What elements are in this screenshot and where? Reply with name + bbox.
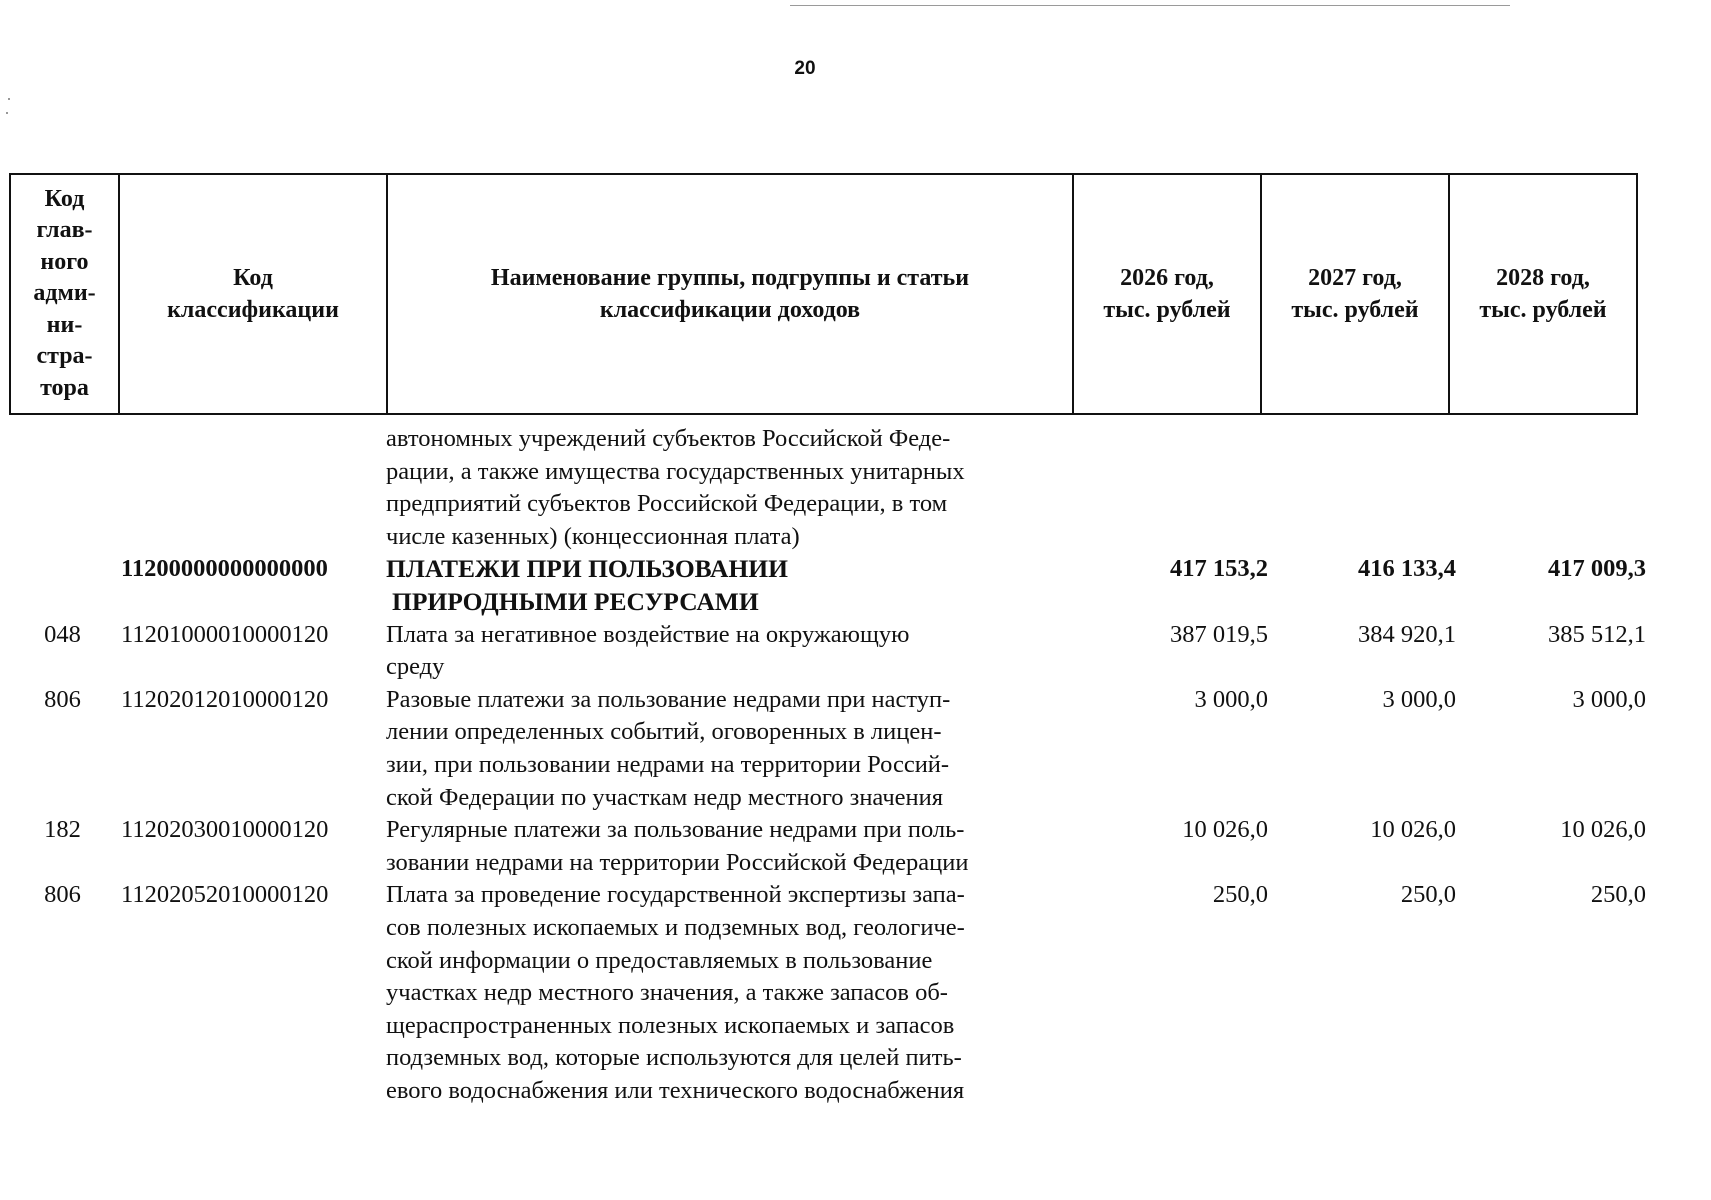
income-name-line: евого водоснабжения или технического водоснабжения xyxy=(386,1076,965,1104)
header-admin-code-line: ного xyxy=(40,248,89,275)
income-name-cell xyxy=(386,879,1086,1107)
admin-code-cell: 048 xyxy=(44,620,81,648)
income-name-line: ПЛАТЕЖИ ПРИ ПОЛЬЗОВАНИИ xyxy=(386,554,788,584)
scan-artifact-line xyxy=(790,5,1510,6)
header-classification-code xyxy=(119,174,387,414)
header-income-name-line: классификации доходов xyxy=(599,297,861,323)
table-row xyxy=(9,684,1646,814)
header-admin-code-line: адми- xyxy=(33,280,96,307)
income-name-line: подземных вод, которые используются для целей пить- xyxy=(386,1044,962,1072)
value-2027-cell: 416 133,4 xyxy=(1358,555,1456,583)
header-year-2028-line: тыс. рублей xyxy=(1479,297,1607,323)
value-2026-cell: 250,0 xyxy=(1212,881,1268,909)
header-year-2027-line: тыс. рублей xyxy=(1291,297,1419,323)
header-year-2028 xyxy=(1449,174,1637,414)
table-row xyxy=(9,814,1646,879)
admin-code-cell: 182 xyxy=(44,816,81,844)
income-name-line: Плата за негативное воздействие на окружающую xyxy=(386,620,910,648)
value-2027-cell: 384 920,1 xyxy=(1358,620,1456,648)
value-2027-cell: 3 000,0 xyxy=(1382,685,1456,713)
header-classification-code-line: Код xyxy=(233,265,273,291)
income-name-cell xyxy=(386,553,1086,618)
classification-code-cell: 11201000010000120 xyxy=(121,620,329,648)
classification-code-cell: 11200000000000000 xyxy=(121,555,328,583)
header-income-name-line: Наименование группы, подгруппы и статьи xyxy=(490,265,970,291)
income-name-line: лении определенных событий, оговоренных в лицен- xyxy=(386,718,942,746)
income-name-line: автономных учреждений субъектов Российской Феде- xyxy=(386,425,951,452)
value-2028-cell: 3 000,0 xyxy=(1572,685,1646,713)
income-name-line: ской Федерации по участкам недр местного значения xyxy=(386,783,944,811)
header-admin-code-line: стра- xyxy=(36,343,93,370)
table-row xyxy=(9,423,1642,553)
classification-code-cell: 11202030010000120 xyxy=(121,816,329,844)
header-year-2026-line: 2026 год, xyxy=(1120,265,1214,291)
income-name-cell xyxy=(386,814,1086,879)
income-name-line: рации, а также имущества государственных унитарных xyxy=(386,457,965,485)
header-admin-code-line: тора xyxy=(40,374,89,401)
classification-code-cell: 11202012010000120 xyxy=(121,685,329,713)
table-header xyxy=(9,173,1638,415)
table-row xyxy=(9,619,1646,684)
value-2026-cell: 387 019,5 xyxy=(1170,620,1268,648)
header-admin-code-line: глав- xyxy=(36,217,93,244)
value-2028-cell: 250,0 xyxy=(1590,881,1646,909)
income-name-cell xyxy=(386,423,1086,553)
table-group-row xyxy=(9,553,1646,618)
header-admin-code-line: ни- xyxy=(46,311,83,338)
table-body xyxy=(9,423,1646,1107)
header-admin-code xyxy=(10,174,119,414)
header-year-2026-line: тыс. рублей xyxy=(1103,297,1231,323)
income-name-cell xyxy=(386,619,1086,684)
header-income-name xyxy=(387,174,1073,414)
income-name-line: ПРИРОДНЫМИ РЕСУРСАМИ xyxy=(392,586,759,616)
income-name-line: Регулярные платежи за пользование недрами при поль- xyxy=(386,816,965,844)
value-2028-cell: 10 026,0 xyxy=(1560,816,1646,844)
income-name-line: сов полезных ископаемых и подземных вод, геологиче- xyxy=(386,913,965,941)
income-name-line: щераспространенных полезных ископаемых и запасов xyxy=(386,1011,955,1039)
page-number: 20 xyxy=(794,58,816,79)
income-name-line: Плата за проведение государственной экспертизы запа- xyxy=(386,881,965,909)
header-year-2028-line: 2028 год, xyxy=(1496,265,1590,291)
header-year-2027-line: 2027 год, xyxy=(1308,265,1402,291)
income-name-line: ской информации о предоставляемых в пользование xyxy=(386,946,933,974)
classification-code-cell: 11202052010000120 xyxy=(121,881,329,909)
value-2027-cell: 10 026,0 xyxy=(1370,816,1456,844)
income-name-line: зовании недрами на территории Российской Федерации xyxy=(386,848,969,876)
header-classification-code-line: классификации xyxy=(167,297,339,323)
income-name-line: среду xyxy=(386,653,445,681)
income-name-line: зии, при пользовании недрами на территории Россий- xyxy=(386,750,950,778)
income-name-cell xyxy=(386,684,1086,814)
value-2026-cell: 3 000,0 xyxy=(1194,685,1268,713)
admin-code-cell: 806 xyxy=(44,685,81,713)
scan-speck xyxy=(8,98,10,100)
header-year-2026 xyxy=(1073,174,1261,414)
value-2026-cell: 10 026,0 xyxy=(1182,816,1268,844)
income-name-line: участках недр местного значения, а также запасов об- xyxy=(386,979,948,1007)
income-name-line: предприятий субъектов Российской Федерации, в том xyxy=(386,490,948,518)
scan-speck xyxy=(6,112,8,114)
header-year-2027 xyxy=(1261,174,1449,414)
admin-code-cell: 806 xyxy=(44,881,81,909)
value-2028-cell: 417 009,3 xyxy=(1548,555,1646,583)
value-2028-cell: 385 512,1 xyxy=(1548,620,1646,648)
value-2026-cell: 417 153,2 xyxy=(1170,555,1268,583)
header-admin-code-line: Код xyxy=(44,185,85,212)
table-row xyxy=(9,879,1646,1107)
income-name-line: числе казенных) (концессионная плата) xyxy=(386,522,800,550)
income-name-line: Разовые платежи за пользование недрами при наступ- xyxy=(386,685,951,713)
value-2027-cell: 250,0 xyxy=(1400,881,1456,909)
